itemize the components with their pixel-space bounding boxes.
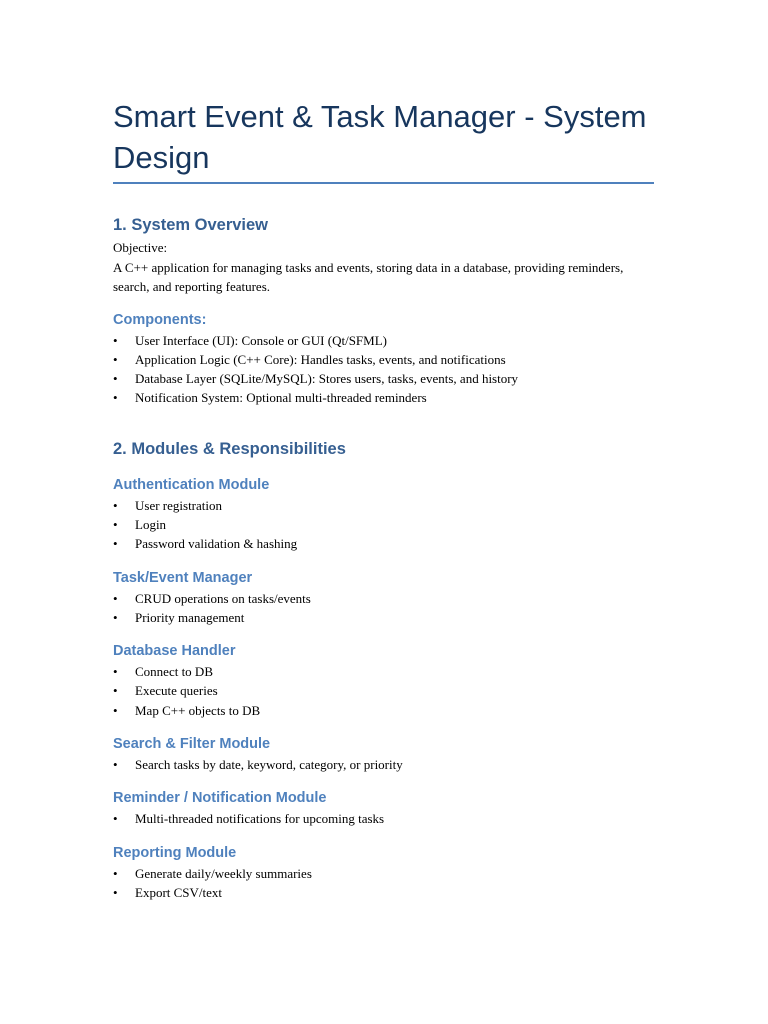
list-item-text: Login	[135, 516, 167, 532]
list-item	[113, 701, 658, 720]
bullet-icon: •	[113, 497, 118, 513]
list-item-text: Notification System: Optional multi-threaded reminders	[135, 390, 427, 406]
list-item	[113, 331, 658, 350]
list-item	[113, 350, 658, 369]
bullet-icon: •	[113, 609, 118, 625]
bullet-icon: •	[113, 332, 118, 348]
bullet-icon: •	[113, 664, 118, 680]
components-list	[113, 331, 658, 408]
bullet-icon: •	[113, 683, 118, 699]
list-item	[113, 369, 658, 388]
bullet-icon: •	[113, 536, 118, 552]
list-item-text: Execute queries	[135, 683, 218, 699]
task-event-manager-list	[113, 589, 658, 628]
list-item	[113, 864, 658, 883]
list-item	[113, 883, 658, 902]
list-item	[113, 515, 658, 534]
bullet-icon: •	[113, 811, 118, 827]
list-item	[113, 755, 658, 774]
list-item-text: Application Logic (C++ Core): Handles tasks, events, and notifications	[135, 351, 506, 367]
list-item	[113, 809, 658, 828]
list-item-text: Map C++ objects to DB	[135, 702, 261, 718]
list-item	[113, 681, 658, 700]
reporting-list	[113, 864, 658, 903]
list-item-text: CRUD operations on tasks/events	[135, 590, 311, 606]
list-item-text: Priority management	[135, 609, 245, 625]
bullet-icon: •	[113, 757, 118, 773]
subheading-task-event-manager: Task/Event Manager	[113, 569, 253, 586]
authentication-list	[113, 496, 658, 554]
list-item-text: User Interface (UI): Console or GUI (Qt/SFML)	[135, 332, 387, 348]
list-item-text: Connect to DB	[135, 664, 213, 680]
list-item-text: Search tasks by date, keyword, category, or priority	[135, 757, 403, 773]
bullet-icon: •	[113, 702, 118, 718]
subheading-components: Components:	[113, 311, 207, 328]
list-item	[113, 388, 658, 407]
document-title: Smart Event & Task Manager - System Design	[113, 99, 647, 175]
section-heading-modules: 2. Modules & Responsibilities	[113, 439, 346, 458]
search-filter-list	[113, 755, 658, 774]
section-heading-system-overview: 1. System Overview	[113, 216, 269, 234]
subheading-authentication-module: Authentication Module	[113, 476, 270, 493]
objective-text: A C++ application for managing tasks and events, storing data in a database, providing reminders, search, and reporting features.	[113, 259, 624, 294]
bullet-icon: •	[113, 371, 118, 387]
bullet-icon: •	[113, 390, 118, 406]
list-item-text: Multi-threaded notifications for upcoming tasks	[135, 811, 385, 827]
list-item-text: Password validation & hashing	[135, 536, 298, 552]
bullet-icon: •	[113, 351, 118, 367]
objective-label: Objective:	[113, 240, 168, 255]
bullet-icon: •	[113, 590, 118, 606]
reminder-notification-list	[113, 809, 658, 828]
list-item-text: Database Layer (SQLite/MySQL): Stores users, tasks, events, and history	[135, 371, 519, 387]
bullet-icon: •	[113, 865, 118, 881]
bullet-icon: •	[113, 516, 118, 532]
list-item	[113, 662, 658, 681]
database-handler-list	[113, 662, 658, 720]
list-item-text: Generate daily/weekly summaries	[135, 865, 312, 881]
list-item-text: Export CSV/text	[135, 884, 223, 900]
list-item	[113, 496, 658, 515]
list-item	[113, 608, 658, 627]
list-item-text: User registration	[135, 497, 223, 513]
list-item	[113, 534, 658, 553]
list-item	[113, 589, 658, 608]
title-underline	[113, 182, 654, 184]
subheading-reminder-notification-module: Reminder / Notification Module	[113, 790, 327, 807]
bullet-icon: •	[113, 884, 118, 900]
subheading-reporting-module: Reporting Module	[113, 844, 237, 861]
subheading-database-handler: Database Handler	[113, 643, 236, 660]
document-content	[113, 96, 658, 902]
subheading-search-filter-module: Search & Filter Module	[113, 736, 271, 753]
